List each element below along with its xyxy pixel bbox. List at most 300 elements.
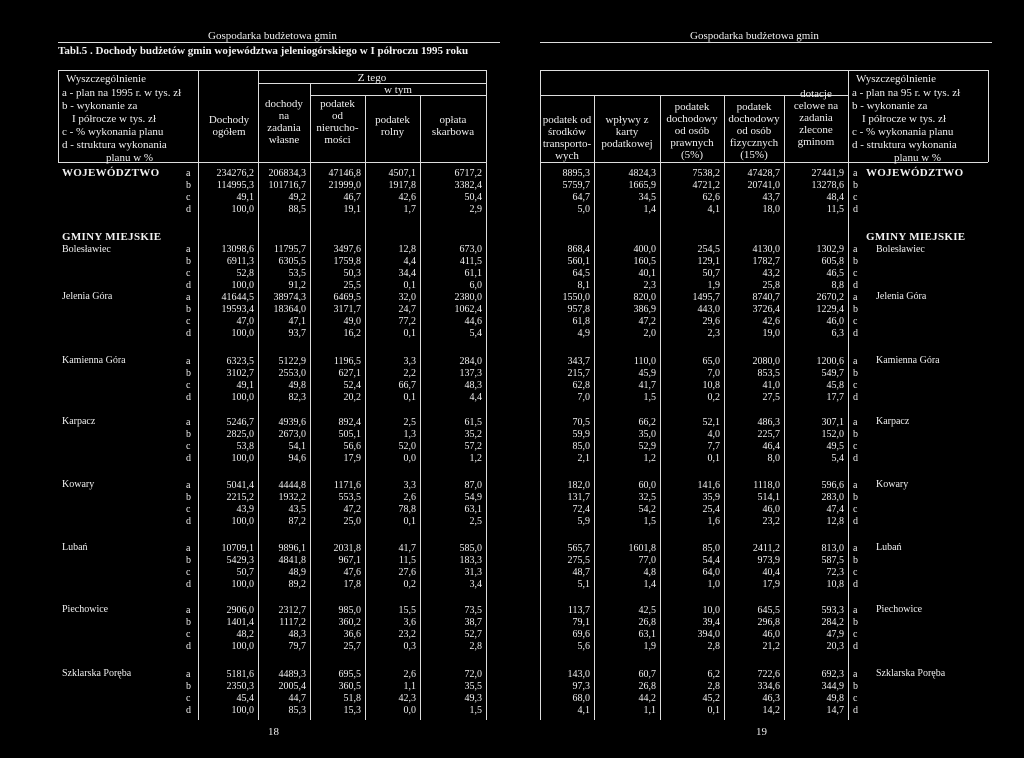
row-label: Bolesławiec (876, 244, 925, 255)
row-key: c (853, 192, 858, 203)
row-key: a (853, 543, 858, 554)
table-cell: 6,2 (707, 669, 720, 680)
header-top-rule (58, 70, 486, 71)
col-header-line: dochodowy (728, 113, 780, 125)
table-cell: 70,5 (572, 417, 590, 428)
row-label: Piechowice (876, 604, 923, 615)
row-label: Kowary (876, 479, 909, 490)
table-cell: 296,8 (757, 617, 780, 628)
table-cell: 0,2 (403, 579, 416, 590)
table-cell: 1200,6 (816, 356, 844, 367)
table-cell: 2,2 (403, 368, 416, 379)
row-key: d (186, 641, 191, 652)
table-cell: 4,8 (643, 567, 656, 578)
table-cell: 100,0 (231, 516, 254, 527)
table-cell: 1,4 (643, 204, 656, 215)
table-cell: 8,8 (831, 280, 844, 291)
table-cell: 100,0 (231, 641, 254, 652)
table-cell: 47,2 (638, 316, 656, 327)
table-cell: 6323,5 (226, 356, 254, 367)
running-head-right: Gospodarka budżetowa gmin (690, 30, 819, 42)
table-cell: 63,1 (464, 504, 482, 515)
table-cell: 4824,3 (628, 168, 656, 179)
table-cell: 25,0 (343, 516, 361, 527)
table-cell: 47,4 (826, 504, 844, 515)
row-key: a (186, 292, 191, 303)
table-cell: 40,4 (762, 567, 780, 578)
table-cell: 41644,5 (221, 292, 254, 303)
table-cell: 1,9 (643, 641, 656, 652)
table-cell: 2,0 (643, 328, 656, 339)
group-heading: GMINY MIEJSKIE (62, 231, 162, 243)
legend-right-b: b - wykonanie za (852, 100, 928, 112)
table-cell: 7,7 (707, 441, 720, 452)
col-header-line: podatek (375, 114, 410, 126)
table-cell: 1229,4 (816, 304, 844, 315)
table-cell: 400,0 (633, 244, 656, 255)
table-cell: 973,9 (757, 555, 780, 566)
table-cell: 2,5 (469, 516, 482, 527)
table-cell: 137,3 (459, 368, 482, 379)
table-cell: 8,0 (767, 453, 780, 464)
table-cell: 94,6 (288, 453, 306, 464)
table-cell: 334,6 (757, 681, 780, 692)
table-cell: 54,4 (702, 555, 720, 566)
table-cell: 50,4 (464, 192, 482, 203)
row-key: a (853, 480, 858, 491)
col-header-line: od (332, 110, 343, 122)
col-header-line: mości (324, 134, 351, 146)
col-header-line: transporto- (542, 138, 592, 150)
col-total-header (200, 114, 258, 138)
table-cell: 50,7 (702, 268, 720, 279)
table-cell: 40,1 (638, 268, 656, 279)
table-cell: 100,0 (231, 204, 254, 215)
table-cell: 19,1 (343, 204, 361, 215)
table-cell: 7,0 (707, 368, 720, 379)
table-cell: 49,1 (236, 192, 254, 203)
table-cell: 43,5 (288, 504, 306, 515)
table-cell: 64,5 (572, 268, 590, 279)
table-cell: 0,1 (403, 328, 416, 339)
table-cell: 19593,4 (221, 304, 254, 315)
table-cell: 64,0 (702, 567, 720, 578)
table-cell: 275,5 (567, 555, 590, 566)
table-cell: 3,3 (403, 480, 416, 491)
table-cell: 48,4 (826, 192, 844, 203)
table-cell: 2,8 (707, 681, 720, 692)
table-cell: 17,7 (826, 392, 844, 403)
table-cell: 100,0 (231, 705, 254, 716)
table-cell: 13098,6 (221, 244, 254, 255)
col-header-line: podatek od (542, 114, 592, 126)
table-cell: 38,7 (464, 617, 482, 628)
row-key: c (186, 567, 191, 578)
table-cell: 1302,9 (816, 244, 844, 255)
table-cell: 596,6 (821, 480, 844, 491)
table-cell: 1171,6 (333, 480, 361, 491)
col-header-line: prawnych (670, 137, 714, 149)
table-cell: 47,0 (236, 316, 254, 327)
table-cell: 4,1 (707, 204, 720, 215)
row-key: c (853, 629, 858, 640)
table-cell: 101716,7 (268, 180, 306, 191)
row-key: b (186, 256, 191, 267)
table-cell: 62,8 (572, 380, 590, 391)
col-header-line: na (278, 110, 290, 122)
table-cell: 87,2 (288, 516, 306, 527)
row-key: c (186, 629, 191, 640)
table-cell: 27,6 (398, 567, 416, 578)
table-cell: 97,3 (572, 681, 590, 692)
row-key: a (853, 244, 858, 255)
table-cell: 62,6 (702, 192, 720, 203)
table-cell: 225,7 (757, 429, 780, 440)
table-cell: 1196,5 (333, 356, 361, 367)
table-cell: 1401,4 (226, 617, 254, 628)
table-cell: 3,3 (403, 356, 416, 367)
table-cell: 1,1 (643, 705, 656, 716)
col-agri-header (365, 114, 420, 138)
table-cell: 565,7 (567, 543, 590, 554)
table-cell: 1117,2 (279, 617, 306, 628)
table-cell: 4,0 (707, 429, 720, 440)
table-cell: 44,2 (638, 693, 656, 704)
row-key: b (853, 429, 858, 440)
row-key: b (186, 429, 191, 440)
table-cell: 15,5 (398, 605, 416, 616)
row-label: Karpacz (876, 416, 910, 427)
table-cell: 20741,0 (747, 180, 780, 191)
col-header-line: dochody (265, 98, 303, 110)
row-key: d (186, 453, 191, 464)
table-cell: 32,5 (638, 492, 656, 503)
table-cell: 100,0 (231, 328, 254, 339)
table-cell: 560,1 (567, 256, 590, 267)
col-header-line: od osób (674, 125, 710, 137)
table-cell: 6911,3 (226, 256, 254, 267)
table-cell: 443,0 (697, 304, 720, 315)
table-cell: 42,6 (398, 192, 416, 203)
table-cell: 12,8 (826, 516, 844, 527)
row-key: d (853, 641, 858, 652)
col-rule (486, 70, 487, 720)
col-header-line: fizycznych (729, 137, 779, 149)
z-tego-header: Z tego (357, 72, 387, 84)
table-cell: 4,9 (577, 328, 590, 339)
table-cell: 1,5 (643, 392, 656, 403)
table-cell: 2411,2 (752, 543, 780, 554)
table-cell: 13278,6 (811, 180, 844, 191)
table-cell: 129,1 (697, 256, 720, 267)
table-cell: 20,2 (343, 392, 361, 403)
table-cell: 61,1 (464, 268, 482, 279)
row-label: Kamienna Góra (62, 355, 126, 366)
table-cell: 65,0 (702, 356, 720, 367)
row-key: d (186, 579, 191, 590)
table-cell: 89,2 (288, 579, 306, 590)
table-cell: 15,3 (343, 705, 361, 716)
table-cell: 41,7 (398, 543, 416, 554)
table-cell: 0,1 (707, 705, 720, 716)
table-cell: 0,1 (707, 453, 720, 464)
table-cell: 10,0 (702, 605, 720, 616)
legend-c: c - % wykonania planu (62, 126, 164, 138)
col-header-line: podatek (736, 101, 772, 113)
row-key: d (186, 280, 191, 291)
row-label: Jelenia Góra (62, 291, 113, 302)
table-cell: 31,3 (464, 567, 482, 578)
table-cell: 26,8 (638, 617, 656, 628)
table-cell: 2,8 (707, 641, 720, 652)
table-cell: 5,1 (577, 579, 590, 590)
table-cell: 9896,1 (278, 543, 306, 554)
table-cell: 110,0 (633, 356, 656, 367)
row-key: a (186, 669, 191, 680)
table-cell: 47,2 (343, 504, 361, 515)
table-cell: 35,0 (638, 429, 656, 440)
row-key: d (186, 204, 191, 215)
table-cell: 215,7 (567, 368, 590, 379)
table-cell: 78,8 (398, 504, 416, 515)
table-cell: 593,3 (821, 605, 844, 616)
table-cell: 2380,0 (454, 292, 482, 303)
table-cell: 21,2 (762, 641, 780, 652)
table-cell: 3,6 (403, 617, 416, 628)
table-cell: 5246,7 (226, 417, 254, 428)
table-cell: 3102,7 (226, 368, 254, 379)
table-cell: 1,6 (707, 516, 720, 527)
row-key: c (853, 268, 858, 279)
legend-a: a - plan na 1995 r. w tys. zł (62, 87, 182, 99)
table-cell: 18364,0 (273, 304, 306, 315)
table-cell: 100,0 (231, 280, 254, 291)
col-header-line: własne (268, 134, 300, 146)
col-header-line: podatek (674, 101, 710, 113)
legend-right-d: d - struktura wykonania (852, 139, 957, 151)
table-cell: 45,2 (702, 693, 720, 704)
col-header-line: zadania (267, 122, 301, 134)
table-cell: 360,5 (338, 681, 361, 692)
table-cell: 131,7 (567, 492, 590, 503)
table-cell: 4721,2 (692, 180, 720, 191)
table-cell: 2,6 (403, 492, 416, 503)
table-cell: 52,4 (343, 380, 361, 391)
table-cell: 49,3 (464, 693, 482, 704)
row-key: c (186, 693, 191, 704)
table-cell: 3726,4 (752, 304, 780, 315)
row-label: Jelenia Góra (876, 291, 927, 302)
table-cell: 36,6 (343, 629, 361, 640)
table-cell: 53,5 (288, 268, 306, 279)
row-label: Bolesławiec (62, 244, 111, 255)
table-cell: 49,8 (288, 380, 306, 391)
group-heading: GMINY MIEJSKIE (866, 231, 966, 243)
table-cell: 967,1 (338, 555, 361, 566)
col-header-line: (15%) (740, 149, 768, 161)
table-cell: 43,7 (762, 192, 780, 203)
table-cell: 18,0 (762, 204, 780, 215)
table-cell: 46,0 (762, 629, 780, 640)
row-label: WOJEWÓDZTWO (62, 167, 160, 179)
table-cell: 1601,8 (628, 543, 656, 554)
table-cell: 1,2 (643, 453, 656, 464)
table-cell: 1,9 (707, 280, 720, 291)
table-cell: 5429,3 (226, 555, 254, 566)
table-cell: 4,4 (469, 392, 482, 403)
table-cell: 692,3 (821, 669, 844, 680)
table-cell: 143,0 (567, 669, 590, 680)
table-cell: 48,7 (572, 567, 590, 578)
row-key: d (853, 705, 858, 716)
table-cell: 2312,7 (278, 605, 306, 616)
row-key: b (186, 368, 191, 379)
table-cell: 386,9 (633, 304, 656, 315)
row-key: d (853, 328, 858, 339)
row-label: Lubań (876, 542, 902, 553)
legend-right-d2: planu w % (894, 152, 942, 164)
row-key: c (853, 567, 858, 578)
table-cell: 85,0 (702, 543, 720, 554)
legend-right-title: Wyszczególnienie (856, 73, 936, 85)
col-header-line: nierucho- (316, 122, 359, 134)
row-key: d (853, 280, 858, 291)
row-key: a (186, 168, 191, 179)
table-cell: 4841,8 (278, 555, 306, 566)
table-cell: 1782,7 (752, 256, 780, 267)
table-cell: 0,0 (403, 453, 416, 464)
table-cell: 206834,3 (268, 168, 306, 179)
table-cell: 1,1 (403, 681, 416, 692)
row-key: d (186, 328, 191, 339)
table-cell: 27441,9 (811, 168, 844, 179)
table-cell: 20,3 (826, 641, 844, 652)
table-cell: 61,8 (572, 316, 590, 327)
table-cell: 645,5 (757, 605, 780, 616)
row-key: a (186, 543, 191, 554)
table-cell: 5,9 (577, 516, 590, 527)
table-cell: 24,7 (398, 304, 416, 315)
table-cell: 79,1 (572, 617, 590, 628)
table-cell: 52,9 (638, 441, 656, 452)
table-cell: 627,1 (338, 368, 361, 379)
table-cell: 4444,8 (278, 480, 306, 491)
row-key: b (853, 256, 858, 267)
w-tym-header: w tym (384, 84, 412, 96)
table-cell: 553,5 (338, 492, 361, 503)
legend-right-b2: I półrocze w tys. zł (862, 113, 946, 125)
table-cell: 695,5 (338, 669, 361, 680)
row-key: b (853, 304, 858, 315)
table-cell: 41,7 (638, 380, 656, 391)
table-cell: 183,3 (459, 555, 482, 566)
table-cell: 514,1 (757, 492, 780, 503)
col-legal-header (660, 101, 724, 161)
col-rule (58, 70, 59, 162)
col-header-line: podatek (320, 98, 355, 110)
table-cell: 10,8 (702, 380, 720, 391)
table-cell: 47,6 (343, 567, 361, 578)
table-cell: 3497,6 (333, 244, 361, 255)
row-label: Kamienna Góra (876, 355, 940, 366)
table-cell: 360,2 (338, 617, 361, 628)
table-cell: 3,4 (469, 579, 482, 590)
table-cell: 284,0 (459, 356, 482, 367)
col-header-line: dotacje (800, 88, 832, 100)
row-label: Lubań (62, 542, 88, 553)
col-header-line: rolny (380, 126, 405, 138)
table-cell: 49,5 (826, 441, 844, 452)
row-key: d (186, 516, 191, 527)
table-cell: 45,4 (236, 693, 254, 704)
table-cell: 46,4 (762, 441, 780, 452)
table-cell: 585,0 (459, 543, 482, 554)
row-key: a (186, 480, 191, 491)
table-cell: 60,0 (638, 480, 656, 491)
table-cell: 85,0 (572, 441, 590, 452)
table-cell: 69,6 (572, 629, 590, 640)
legend-right-c: c - % wykonania planu (852, 126, 954, 138)
row-key: c (186, 268, 191, 279)
table-cell: 2,8 (469, 641, 482, 652)
table-cell: 343,7 (567, 356, 590, 367)
row-label: Kowary (62, 479, 95, 490)
row-key: d (853, 516, 858, 527)
table-cell: 44,7 (288, 693, 306, 704)
table-title: Tabl.5 . Dochody budżetów gmin województwa jeleniogórskiego w I półroczu 1995 roku (58, 45, 469, 57)
row-key: c (186, 504, 191, 515)
table-cell: 54,2 (638, 504, 656, 515)
head-rule (58, 42, 500, 43)
col-rule (988, 70, 989, 162)
col-header-line: opłata (439, 114, 467, 126)
table-cell: 3171,7 (333, 304, 361, 315)
table-cell: 2,6 (403, 669, 416, 680)
table-cell: 5,0 (577, 204, 590, 215)
table-cell: 2,5 (403, 417, 416, 428)
table-cell: 160,5 (633, 256, 656, 267)
table-cell: 29,6 (702, 316, 720, 327)
row-key: d (186, 705, 191, 716)
table-cell: 19,0 (762, 328, 780, 339)
row-key: b (186, 492, 191, 503)
table-cell: 47,1 (288, 316, 306, 327)
table-cell: 49,2 (288, 192, 306, 203)
table-cell: 68,0 (572, 693, 590, 704)
table-cell: 11,5 (398, 555, 416, 566)
table-cell: 53,8 (236, 441, 254, 452)
col-realestate-header (310, 98, 365, 146)
table-cell: 66,7 (398, 380, 416, 391)
table-cell: 4,1 (577, 705, 590, 716)
table-cell: 47146,8 (328, 168, 361, 179)
row-key: b (186, 555, 191, 566)
table-cell: 853,5 (757, 368, 780, 379)
table-cell: 10,8 (826, 579, 844, 590)
table-cell: 14,7 (826, 705, 844, 716)
table-cell: 5,6 (577, 641, 590, 652)
table-cell: 82,3 (288, 392, 306, 403)
table-cell: 23,2 (398, 629, 416, 640)
table-cell: 6469,5 (333, 292, 361, 303)
table-cell: 114995,3 (216, 180, 254, 191)
table-cell: 2080,0 (752, 356, 780, 367)
col-transport-header (540, 114, 594, 162)
table-cell: 17,9 (762, 579, 780, 590)
table-cell: 868,4 (567, 244, 590, 255)
table-cell: 307,1 (821, 417, 844, 428)
col-header-line: podatkowej (601, 138, 653, 150)
